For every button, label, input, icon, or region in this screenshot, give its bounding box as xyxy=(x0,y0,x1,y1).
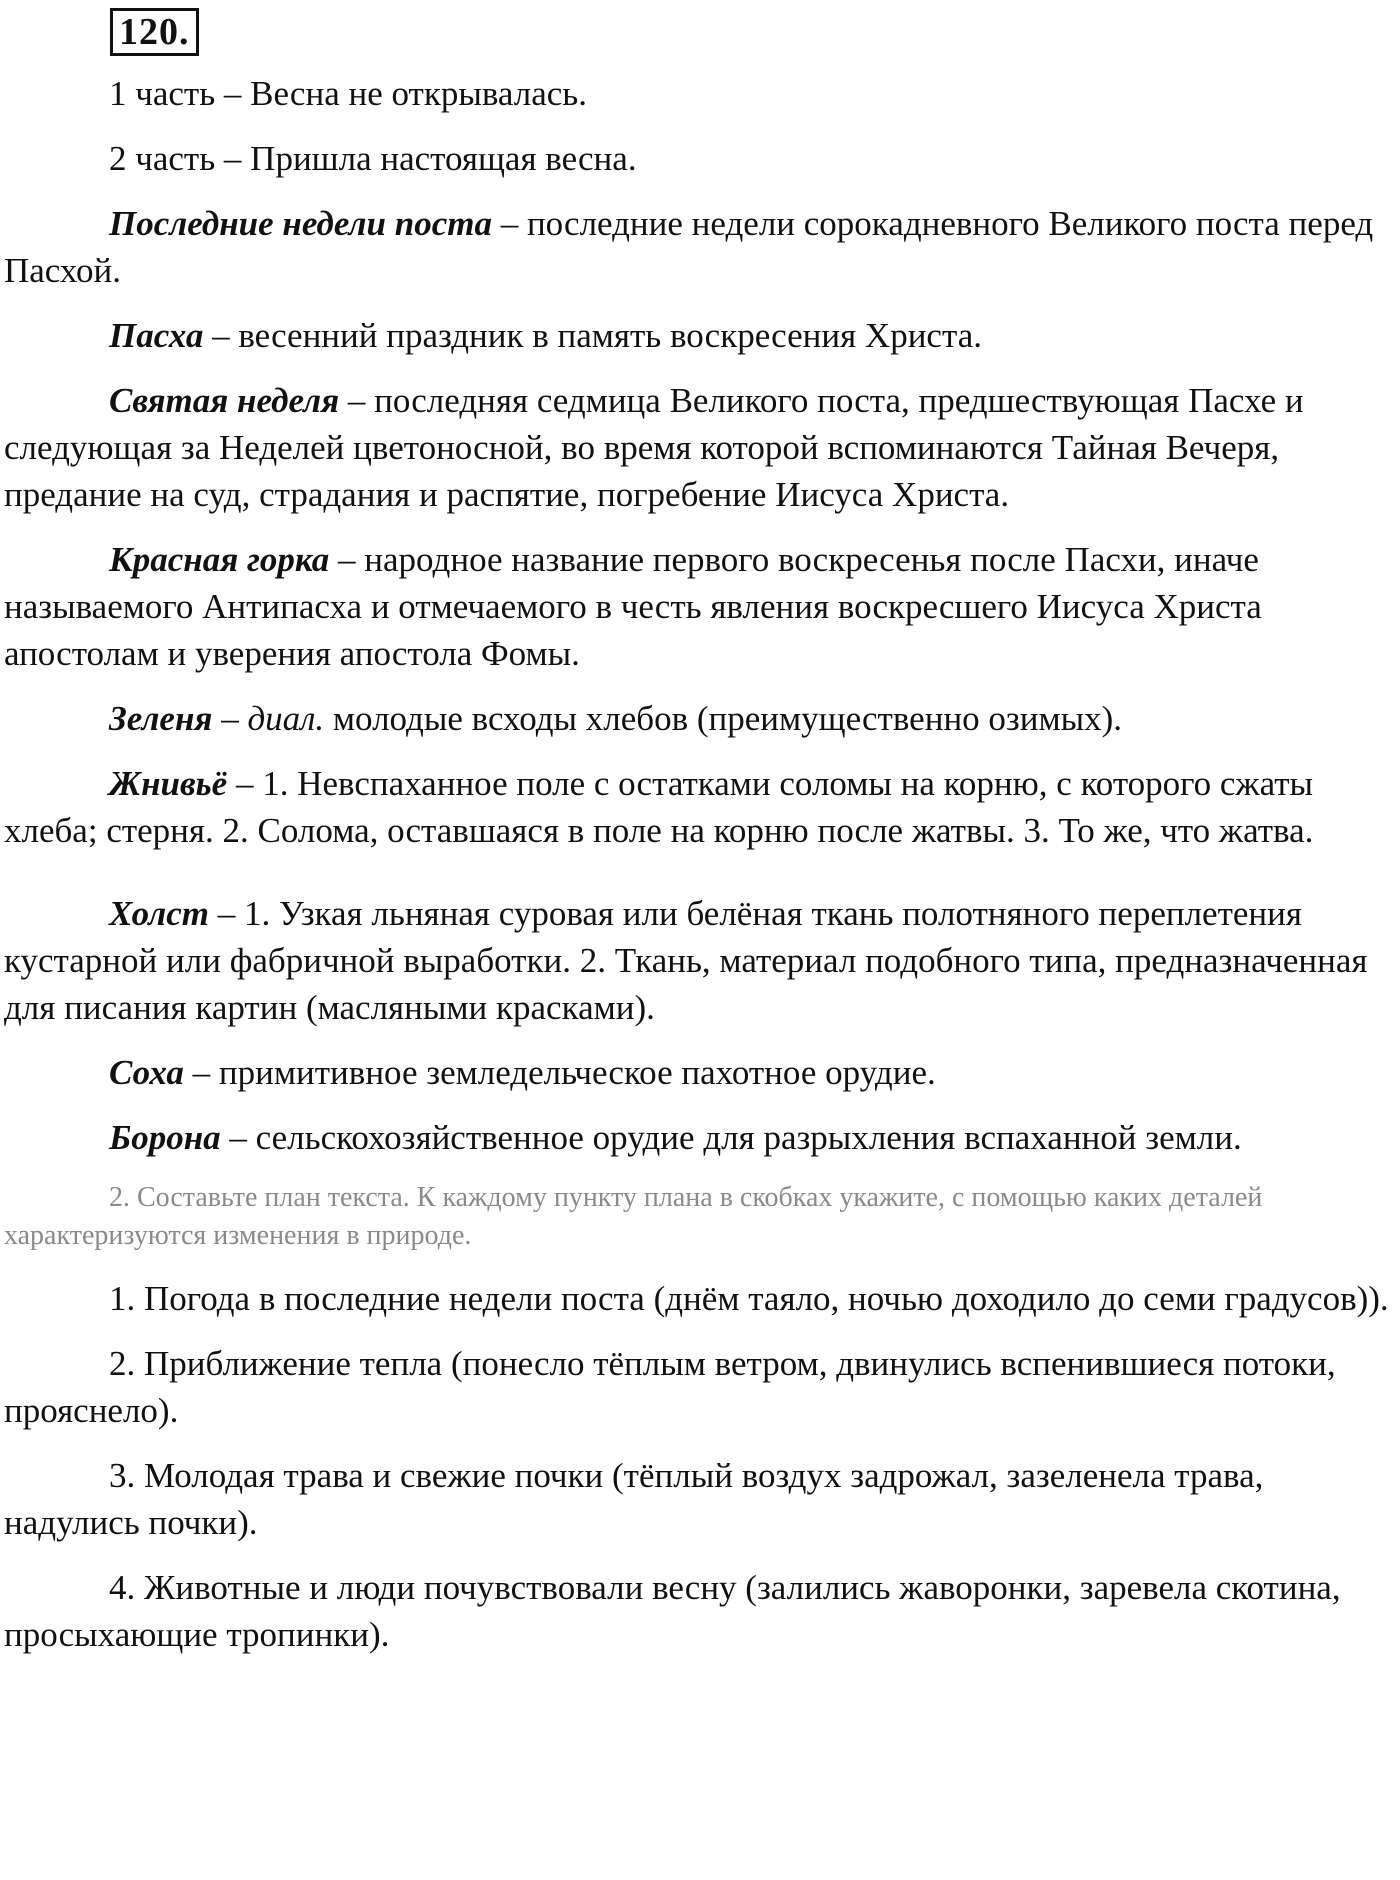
paragraph-text: 1 часть – Весна не открывалась. xyxy=(109,74,588,113)
definition-text: – примитивное земледельческое пахотное орудие. xyxy=(183,1053,936,1092)
definition-text: – 1. Невспаханное поле с остатками соломы на корню, с которого сжаты хлеба; стерня. 2. Солома, оставшаяся в поле на корню после жатвы. 3. То же, что жатва. xyxy=(4,764,1314,850)
term: Соха xyxy=(109,1053,184,1092)
plan-item: 1. Погода в последние недели поста (днём таяло, ночью доходило до семи градусов)). xyxy=(109,1279,1389,1318)
definition-borona xyxy=(4,1114,1396,1161)
document-body xyxy=(4,70,1396,1676)
term: Жнивьё xyxy=(109,764,228,803)
term: Последние недели поста xyxy=(109,204,492,243)
task-instruction: 2. Составьте план текста. К каждому пункту плана в скобках укажите, с помощью каких деталей характеризуются изменения в природе. xyxy=(4,1182,1263,1251)
definition-text: – весенний праздник в память воскресения Христа. xyxy=(203,316,982,355)
definition-krasnaya-gorka xyxy=(4,536,1396,677)
term: Борона xyxy=(109,1118,221,1157)
definition-holy-week xyxy=(4,377,1396,518)
answer-part-2 xyxy=(4,135,1396,182)
plan-item: 4. Животные и люди почувствовали весну (залились жаворонки, заревела скотина, просыхающие тропинки). xyxy=(4,1568,1341,1654)
plan-item: 2. Приближение тепла (понесло тёплым ветром, двинулись вспенившиеся потоки, прояснело). xyxy=(4,1344,1336,1430)
definition-zhnivyo xyxy=(4,760,1396,854)
term: Зеленя xyxy=(109,699,213,738)
definition-text: – сельскохозяйственное орудие для разрыхления вспаханной земли. xyxy=(220,1118,1242,1157)
definition-text: молодые всходы хлебов (преимущественно озимых). xyxy=(324,699,1123,738)
definition-text: – последние недели сорокадневного Великого поста перед Пасхой. xyxy=(4,204,1374,290)
definition-zelenya xyxy=(4,695,1396,742)
exercise-number: 120. xyxy=(110,8,199,56)
definition-text: – 1. Узкая льняная суровая или белёная ткань полотняного переплетения кустарной или фабричной выработки. 2. Ткань, материал подобного типа, предназначенная для писания картин (масляными красками). xyxy=(4,894,1368,1027)
definition-text: – народное название первого воскресенья после Пасхи, иначе называемого Антипасха и отмечаемого в честь явления воскресшего Иисуса Христа апостолам и уверения апостола Фомы. xyxy=(4,540,1262,673)
definition-last-weeks-of-lent xyxy=(4,200,1396,294)
definition-sokha xyxy=(4,1049,1396,1096)
definition-text: – последняя седмица Великого поста, предшествующая Пасхе и следующая за Неделей цветоносной, во время которой вспоминаются Тайная Вечеря, предание на суд, страдания и распятие, погребение Иисуса Христа. xyxy=(4,381,1304,514)
definition-kholst xyxy=(4,890,1396,1031)
definition-easter xyxy=(4,312,1396,359)
paragraph-text: 2 часть – Пришла настоящая весна. xyxy=(109,139,637,178)
term: Пасха xyxy=(109,316,204,355)
answer-part-1 xyxy=(4,70,1396,117)
term: Холст xyxy=(109,894,209,933)
dash: – xyxy=(212,699,248,738)
dialect-abbreviation: диал. xyxy=(247,699,325,738)
term: Святая неделя xyxy=(109,381,340,420)
plan-item: 3. Молодая трава и свежие почки (тёплый воздух задрожал, зазеленела трава, надулись почки). xyxy=(4,1456,1264,1542)
term: Красная горка xyxy=(109,540,330,579)
